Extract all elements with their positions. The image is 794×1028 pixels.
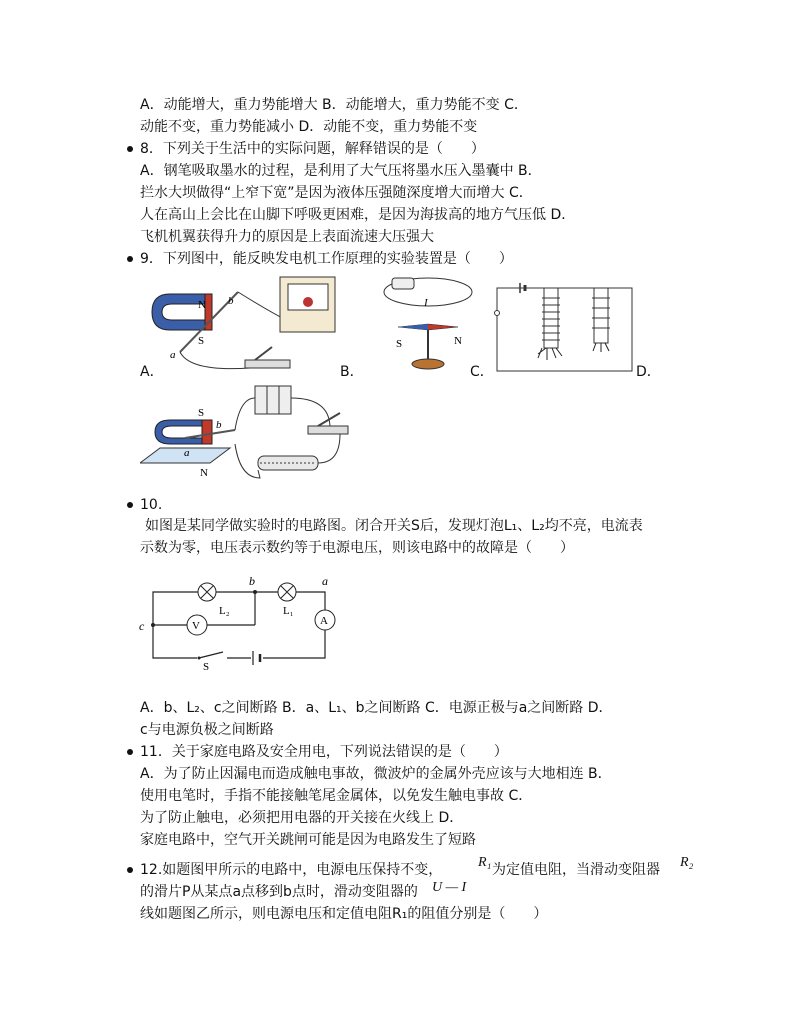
- q11-option-c: 为了防止触电，必须把用电器的开关接在火线上 D．: [140, 810, 464, 826]
- q8-option-c: 人在高山上会比在山脚下呼吸更困难，是因为海拔高的地方气压低 D．: [140, 207, 576, 223]
- q9-figure-d: [140, 378, 355, 490]
- q7-options-line2: 动能不变，重力势能减小 D．动能不变，重力势能不变: [140, 119, 478, 135]
- q9-stem: 9．下列图中，能反映发电机工作原理的实验装置是（ ）: [140, 251, 513, 267]
- bullet: [127, 867, 133, 873]
- label-s: S: [198, 335, 205, 347]
- q7-options-line1: A．动能增大，重力势能增大 B．动能增大，重力势能不变 C．: [140, 97, 528, 113]
- label-s: S: [203, 661, 210, 670]
- attracted-pins: [593, 343, 609, 352]
- attracted-pins: [538, 348, 562, 360]
- q12-stem-part1: 12.如题图甲所示的电路中，电源电压保持不变，: [140, 862, 443, 878]
- node-b: [253, 590, 257, 594]
- switch-lever: [255, 347, 272, 360]
- q9-figure-b: [378, 272, 478, 372]
- bullet: [127, 146, 133, 152]
- q10-stem-line2: 示数为零，电压表示数约等于电源电压，则该电路中的故障是（ ）: [140, 540, 574, 556]
- magnet-pole: [202, 420, 212, 444]
- label-b: b: [228, 295, 234, 307]
- terminal: [495, 311, 500, 316]
- q10-options-line1: A．b、L₂、c之间断路 B．a、L₁、b之间断路 C．电源正极与a之间断路 D．: [140, 700, 613, 716]
- battery: [392, 278, 414, 289]
- q12-r2-symbol: R₂: [680, 855, 694, 870]
- q11-stem: 11．关于家庭电路及安全用电，下列说法错误的是（ ）: [140, 744, 508, 760]
- switch-base: [308, 426, 348, 434]
- wire: [235, 398, 255, 430]
- wire: [235, 444, 260, 478]
- q11-option-d: 家庭电路中，空气开关跳闸可能是因为电路发生了短路: [140, 832, 476, 848]
- q10-circuit-diagram: [135, 570, 345, 670]
- switch-lever: [318, 413, 340, 426]
- bullet: [127, 502, 133, 508]
- electromagnet-1: [544, 288, 558, 348]
- label-l1: L₁: [283, 605, 294, 617]
- ammeter-label: A: [320, 615, 328, 627]
- switch-base: [245, 360, 290, 368]
- bullet: [127, 749, 133, 755]
- q11-option-a: A．为了防止因漏电而造成触电事故，微波炉的金属外壳应该与大地相连 B．: [140, 766, 612, 782]
- q8-option-a: A．钢笔吸取墨水的过程，是利用了大气压将墨水压入墨囊中 B．: [140, 163, 542, 179]
- q11-option-b: 使用电笔时，手指不能接触笔尾金属体，以免发生触电事故 C．: [140, 788, 533, 804]
- q9-option-d-label: D．: [636, 364, 661, 380]
- label-b: b: [249, 574, 255, 588]
- q12-stem-part2: 为定值电阻，当滑动变阻器: [492, 862, 660, 878]
- voltmeter-label: V: [192, 620, 200, 632]
- q8-stem: 8．下列关于生活中的实际问题，解释错误的是（ ）: [140, 141, 485, 157]
- wire: [318, 434, 340, 463]
- label-b: b: [216, 419, 222, 431]
- label-a: a: [184, 447, 190, 459]
- label-n: N: [198, 299, 206, 311]
- label-c: c: [139, 619, 145, 633]
- q9-option-c-label: C．: [470, 364, 494, 380]
- compass-base: [412, 359, 444, 369]
- q9-option-a-label: A．: [140, 364, 164, 380]
- q8-option-d: 飞机机翼获得升力的原因是上表面流速大压强大: [140, 229, 434, 245]
- q10-number: 10.: [140, 497, 163, 513]
- q12-r1-symbol: R₁: [478, 855, 492, 870]
- q9-figure-c: [492, 283, 637, 375]
- galvanometer-coil: [303, 297, 313, 307]
- label-l2: L₂: [219, 605, 230, 617]
- battery-pack: [255, 386, 291, 414]
- q12-ui-symbol: U — I: [432, 880, 467, 895]
- label-n: N: [454, 335, 462, 347]
- label-current: I: [424, 297, 428, 309]
- compass-needle-south: [398, 324, 428, 330]
- label-a: a: [322, 574, 328, 588]
- node-c: [151, 623, 155, 627]
- circuit-wire: [497, 288, 632, 371]
- label-s: S: [396, 338, 403, 350]
- q9-option-b-label: B．: [340, 364, 364, 380]
- label-a: a: [170, 349, 176, 361]
- electromagnet-2: [594, 288, 608, 343]
- label-s: S: [198, 407, 205, 419]
- wire: [180, 352, 250, 369]
- bullet: [127, 256, 133, 262]
- q10-stem-line1: 如图是某同学做实验时的电路图。闭合开关S后，发现灯泡L₁、L₂均不亮，电流表: [145, 518, 643, 534]
- q8-option-b: 拦水大坝做得“上窄下宽”是因为液体压强随深度增大而增大 C．: [140, 185, 533, 201]
- q12-stem-part4: 线如题图乙所示，则电源电压和定值电阻R₁的阻值分别是（ ）: [140, 906, 548, 922]
- q12-stem-part3: 的滑片P从某点a点移到b点时，滑动变阻器的: [140, 884, 418, 900]
- label-n: N: [200, 467, 208, 479]
- q10-options-line2: c与电源负极之间断路: [140, 722, 274, 738]
- q9-figure-a: [150, 272, 345, 382]
